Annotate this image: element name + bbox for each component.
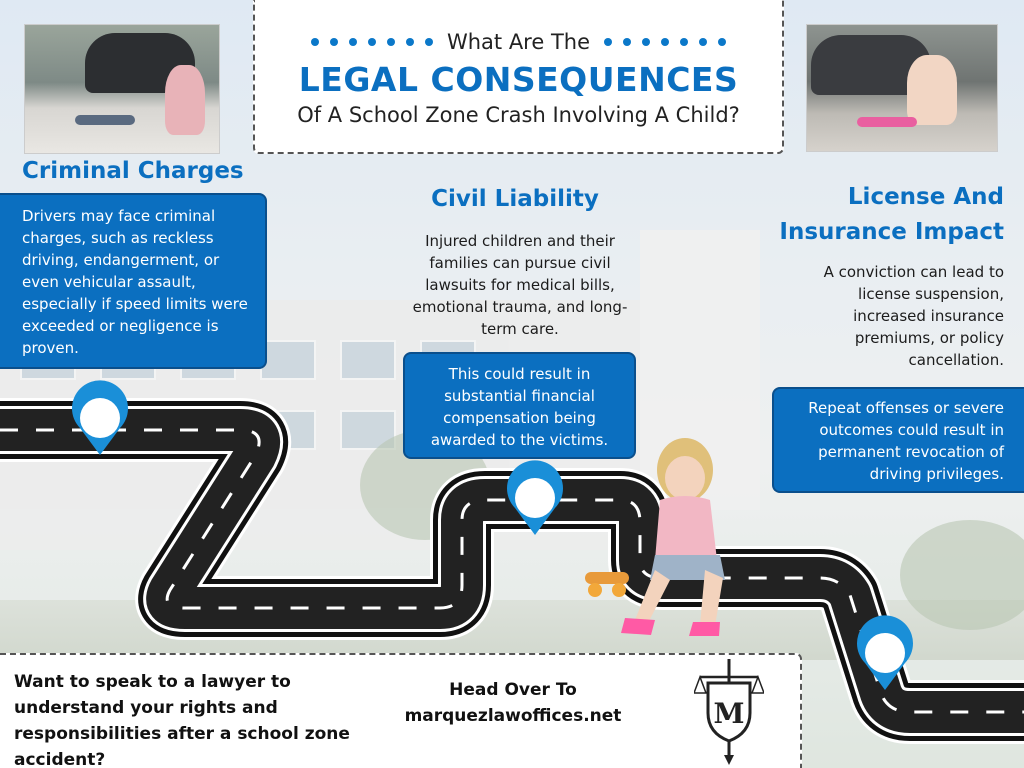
title-banner <box>253 0 784 154</box>
license-heading-line2: Insurance Impact <box>779 219 1004 245</box>
license-insurance-heading <box>770 180 1004 250</box>
head-over-label: Head Over To <box>449 680 577 700</box>
website-link[interactable]: marquezlawoffices.net <box>404 706 622 726</box>
license-heading-line1: License And <box>847 184 1004 210</box>
title-line1-row <box>255 30 782 54</box>
license-insurance-box: Repeat offenses or severe outcomes could result in permanent revocation of driving privileges. <box>772 387 1024 493</box>
child-illustration <box>165 65 205 135</box>
title-main: LEGAL CONSEQUENCES <box>298 60 739 99</box>
criminal-charges-box: Drivers may face criminal charges, such as reckless driving, endangerment, or even vehicular assault, especially if speed limits were exceeded or negligence is proven. <box>0 193 267 369</box>
decorative-dots <box>311 38 433 46</box>
call-to-action-box <box>0 653 802 768</box>
child-illustration <box>907 55 957 125</box>
logo-letter: M <box>713 697 745 730</box>
injured-child-illustration <box>585 430 765 645</box>
scales-of-justice-icon <box>694 655 764 767</box>
civil-liability-heading: Civil Liability <box>431 186 599 212</box>
civil-liability-box: This could result in substantial financial compensation being awarded to the victims. <box>403 352 636 459</box>
civil-liability-text: Injured children and their families can pursue civil lawsuits for medical bills, emotional trauma, and long-term care. <box>412 232 628 338</box>
title-subtitle: Of A School Zone Crash Involving A Child? <box>297 103 740 127</box>
decorative-dots <box>604 38 726 46</box>
photo-child-near-car <box>806 24 998 152</box>
criminal-charges-heading: Criminal Charges <box>22 158 244 184</box>
background-grass <box>0 600 1024 660</box>
cta-question: Want to speak to a lawyer to understand your rights and responsibilities after a school zone accident? <box>14 672 350 768</box>
photo-child-hit-by-car <box>24 24 220 154</box>
title-line1: What Are The <box>446 30 591 54</box>
license-insurance-text: A conviction can lead to license suspension, increased insurance premiums, or policy cancellation. <box>823 263 1004 369</box>
cta-website-block <box>398 677 628 729</box>
